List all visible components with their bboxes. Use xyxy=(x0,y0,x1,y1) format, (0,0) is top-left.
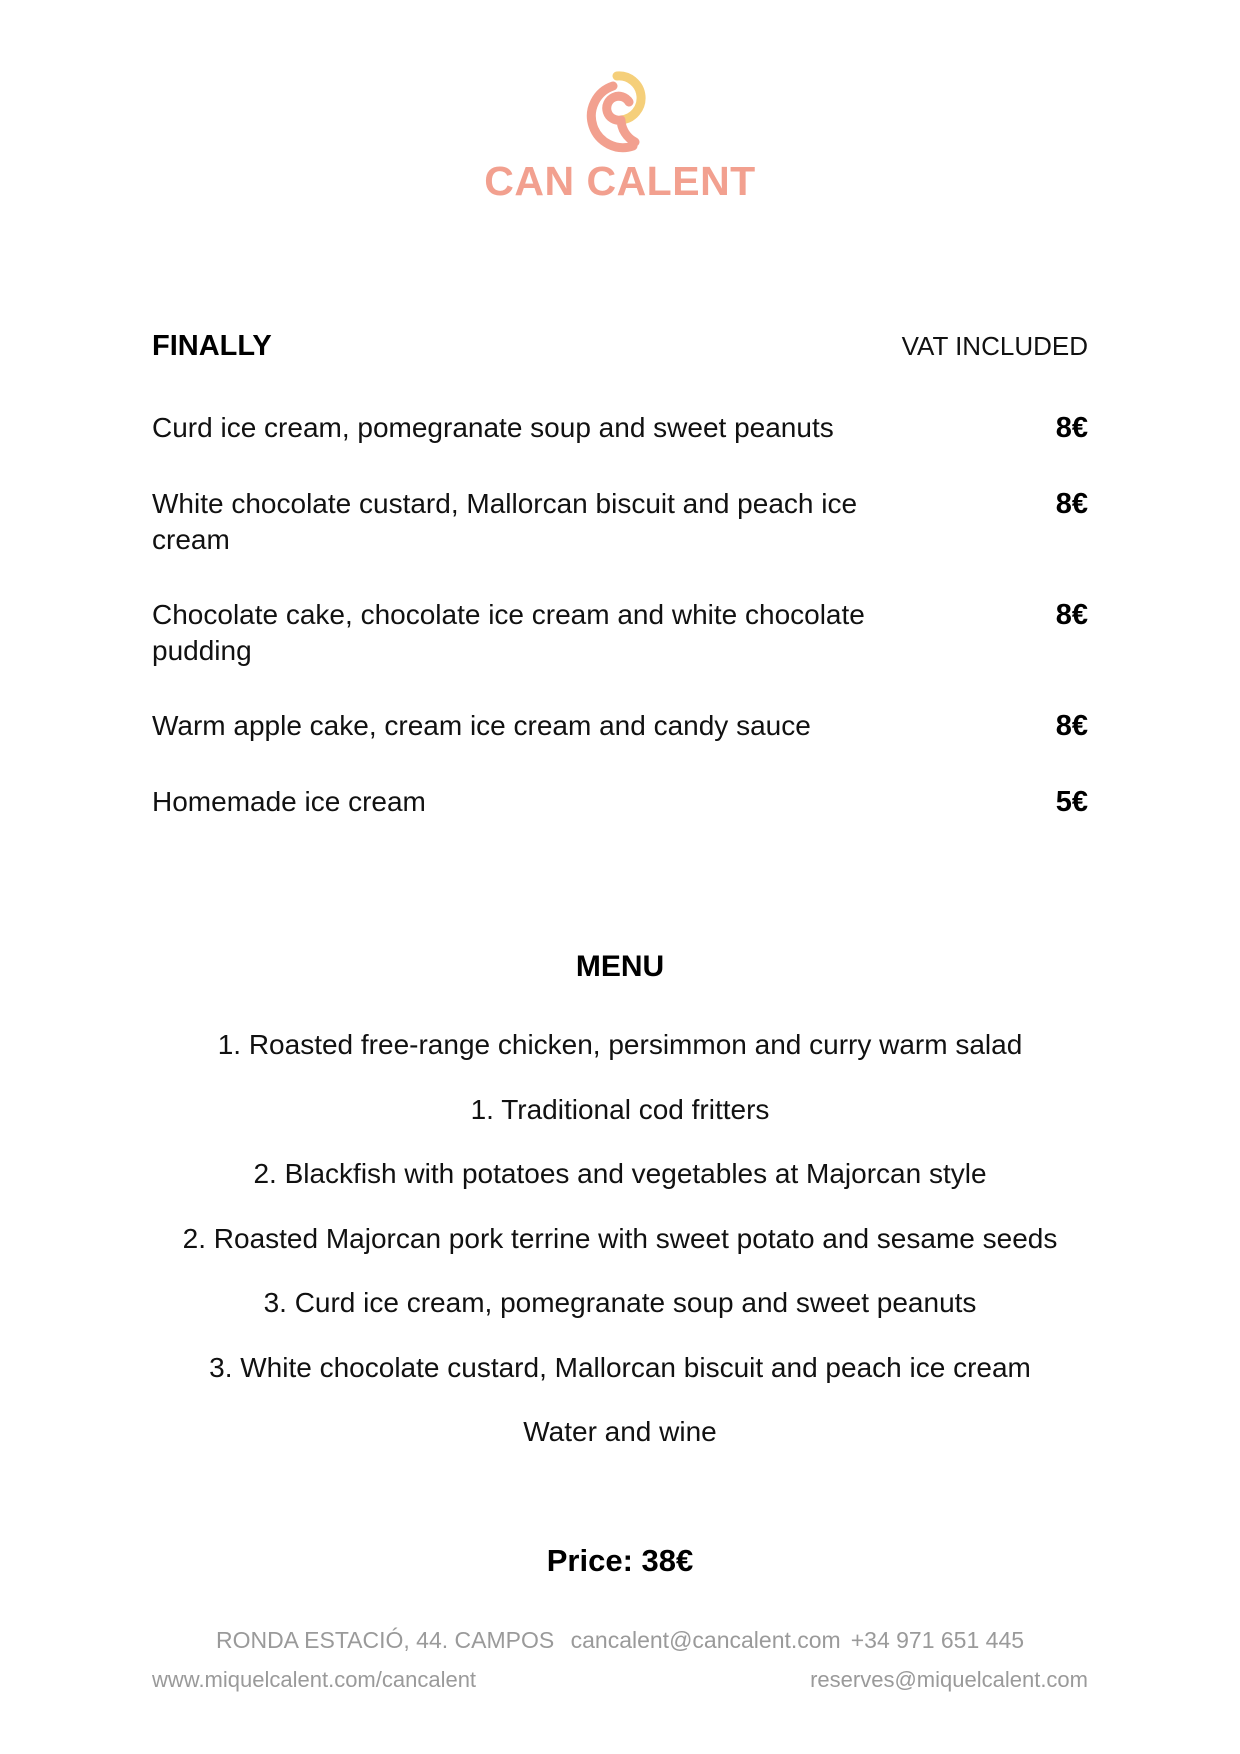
vat-note: VAT INCLUDED xyxy=(901,331,1088,361)
logo-mark-icon xyxy=(575,60,665,156)
menu-list xyxy=(0,1027,1240,1479)
dish-price: 8€ xyxy=(1055,488,1088,520)
footer-email-link[interactable]: cancalent@cancalent.com xyxy=(570,1627,841,1653)
footer-links xyxy=(152,1667,1088,1693)
menu-price: Price: 38€ xyxy=(546,1543,694,1578)
logo xyxy=(0,60,1240,205)
dish-item xyxy=(152,410,1088,446)
dish-item xyxy=(152,486,1088,558)
footer-phone: +34 971 651 445 xyxy=(850,1627,1025,1653)
menu-item: Water and wine xyxy=(523,1416,717,1447)
brand-name: CAN CALENT xyxy=(484,158,756,204)
footer-contact xyxy=(0,1627,1240,1654)
menu-item: 2. Roasted Majorcan pork terrine with sweet potato and sesame seeds xyxy=(182,1222,1058,1254)
dish-price: 8€ xyxy=(1055,412,1088,444)
menu-item: 3. Curd ice cream, pomegranate soup and sweet peanuts xyxy=(263,1287,977,1318)
menu-title: MENU xyxy=(575,950,665,983)
menu-item: 3. White chocolate custard, Mallorcan biscuit and peach ice cream xyxy=(209,1351,1031,1383)
dish-name: Homemade ice cream xyxy=(152,786,426,817)
section-title: FINALLY xyxy=(152,330,272,362)
footer-website-link[interactable]: www.miquelcalent.com/cancalent xyxy=(152,1667,477,1692)
menu-item: 1. Roasted free-range chicken, persimmon and curry warm salad xyxy=(217,1029,1023,1060)
dish-price: 8€ xyxy=(1055,710,1088,742)
menu-item: 1. Traditional cod fritters xyxy=(470,1093,770,1125)
dish-item xyxy=(152,784,1088,820)
dish-name: Chocolate cake, chocolate ice cream and white chocolate pudding xyxy=(152,599,865,666)
dish-item xyxy=(152,708,1088,744)
menu-item: 2. Blackfish with potatoes and vegetables at Majorcan style xyxy=(253,1158,987,1189)
footer-reservations-link[interactable]: reserves@miquelcalent.com xyxy=(810,1667,1088,1692)
dish-price: 8€ xyxy=(1055,599,1088,631)
dish-item xyxy=(152,597,1088,669)
dish-name: Curd ice cream, pomegranate soup and sweet peanuts xyxy=(152,412,834,443)
dish-name: Warm apple cake, cream ice cream and candy sauce xyxy=(152,710,811,741)
footer-address: RONDA ESTACIÓ, 44. CAMPOS xyxy=(215,1627,555,1653)
dish-price: 5€ xyxy=(1055,786,1088,818)
dish-name: White chocolate custard, Mallorcan biscuit and peach ice cream xyxy=(152,488,858,555)
section-header xyxy=(152,330,1088,363)
